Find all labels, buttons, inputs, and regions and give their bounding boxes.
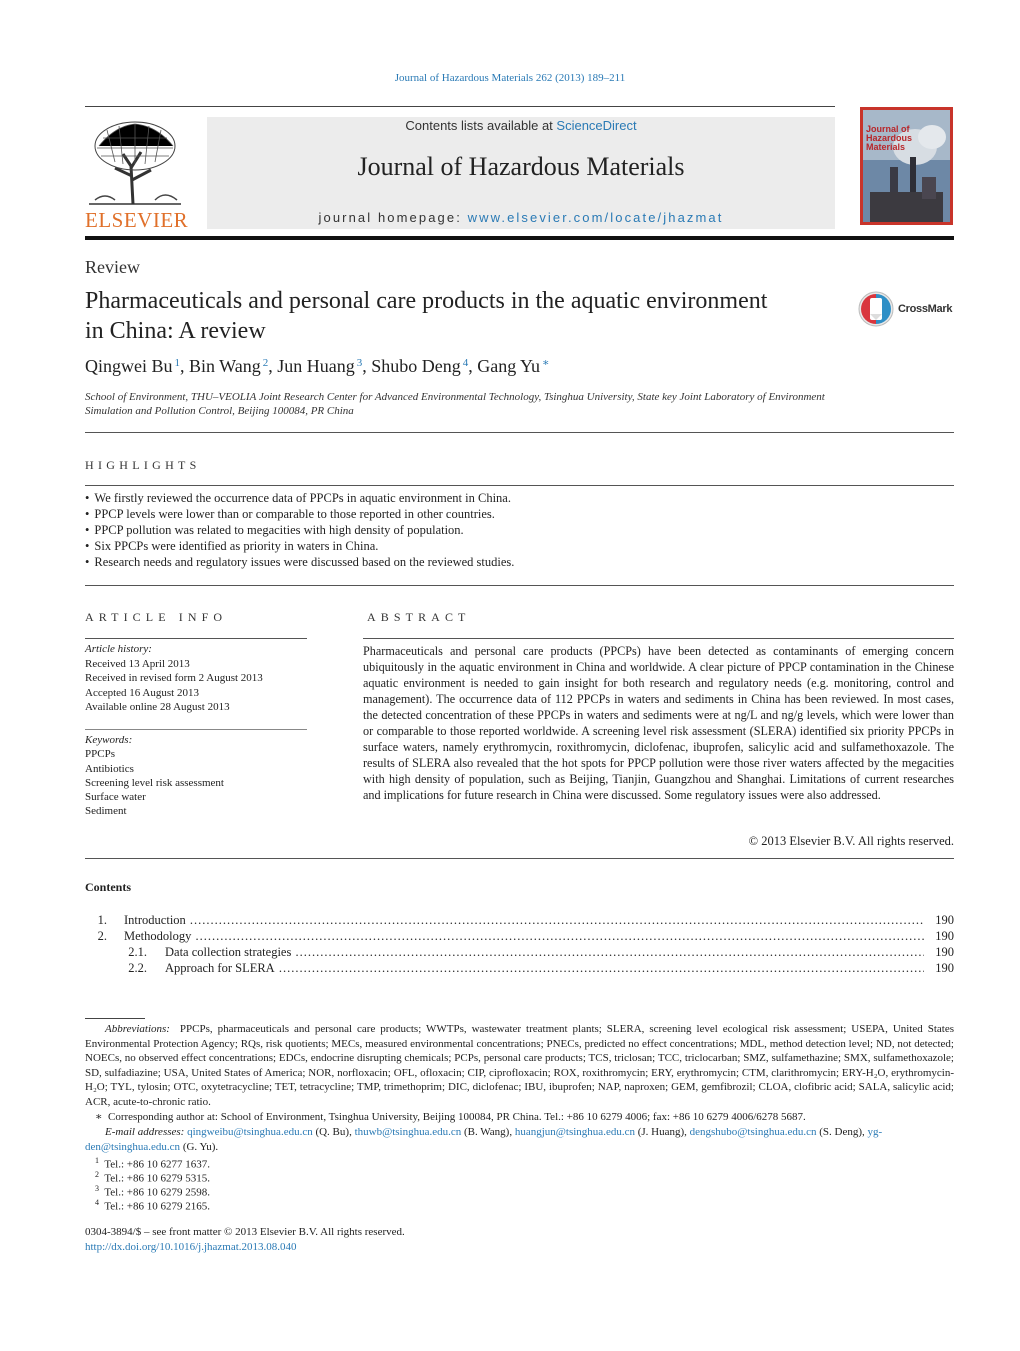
highlights-heading: HIGHLIGHTS [85,458,201,472]
crossmark-icon [858,290,894,328]
toc-number: 2.2. [128,961,147,975]
email-link[interactable]: qingweibu@tsinghua.edu.cn [187,1126,313,1138]
divider [85,638,307,639]
abstract-heading: ABSTRACT [367,610,471,624]
article-info-heading: ARTICLE INFO [85,610,228,624]
highlight-item: • Six PPCPs were identified as priority in waters in China. [85,538,954,554]
highlights-list [85,490,954,570]
header-top-rule [85,106,835,107]
history-label: Article history: [85,643,152,655]
issn-line: 0304-3894/$ – see front matter © 2013 Elsevier B.V. All rights reserved. [85,1226,405,1238]
homepage-link[interactable]: www.elsevier.com/locate/jhazmat [467,210,724,225]
author-name[interactable]: Bin Wang [189,356,261,376]
abbreviations-footnote [85,1022,954,1109]
tel-text: Tel.: +86 10 6279 2598. [104,1186,210,1199]
toc-number: 1. [97,913,107,927]
copyright: © 2013 Elsevier B.V. All rights reserved. [748,834,954,848]
highlight-item: • PPCP levels were lower than or comparable to those reported in other countries. [85,506,954,522]
email-link[interactable]: thuwb@tsinghua.edu.cn [354,1126,462,1138]
article-type: Review [85,257,140,277]
keyword: Screening level risk assessment [85,776,224,789]
keyword: Sediment [85,805,127,818]
toc-entry[interactable] [85,912,954,928]
highlight-item: • PPCP pollution was related to megacities with high density of population. [85,522,954,538]
elsevier-wordmark: ELSEVIER [85,208,189,232]
email-link[interactable]: dengshubo@tsinghua.edu.cn [689,1126,817,1138]
history-entry: Received in revised form 2 August 2013 [85,672,263,684]
author-mark[interactable]: 1 [174,357,180,369]
contents-prefix: Contents lists available at [405,118,557,133]
journal-homepage [207,210,835,225]
highlight-item: • Research needs and regulatory issues were discussed based on the reviewed studies. [85,554,954,570]
contents-heading: Contents [85,880,132,894]
email-owner: (B. Wang) [463,1126,510,1138]
article-title: Pharmaceuticals and personal care products in the aquatic environment in China: A review [85,288,768,344]
toc-label[interactable]: Introduction ..... [124,912,924,928]
author-name[interactable]: Qingwei Bu [85,356,173,376]
toc-entry[interactable] [85,944,954,960]
email-link[interactable]: huangjun@tsinghua.edu.cn [514,1126,635,1138]
author-mark[interactable]: 3 [356,357,363,369]
toc-page: 190 [929,944,954,960]
divider [85,729,307,730]
keyword: Surface water [85,791,146,804]
email-owner: (J. Huang) [637,1126,685,1138]
journal-reference[interactable]: Journal of Hazardous Materials 262 (2013) 189–211 [394,72,626,84]
toc-label[interactable]: Methodology ..... [124,928,924,944]
crossmark-badge[interactable] [858,290,958,330]
tel-text: Tel.: +86 10 6279 5315. [104,1172,210,1185]
abstract-text: Pharmaceuticals and personal care products (PPCPs) have been detected as contaminants of emerging concern ubiquitously in the aquatic environment in China and worldwide. A clear picture of PPCP contamination in the Chinese aquatic environment is needed to gain insight for both research and regulatory needs (e.g. monitoring, control and management). The occurrence data of 112 PPCPs in waters and sediments in China has been reviewed. In most cases, the detected concentration of these PPCPs in waters and sediments were at ng/L and ng/g levels, which were lower than or comparable to those reported worldwide. A screening level risk assessment (SLERA) identified six priority PPCPs in surface waters, namely erythromycin, roxithromycin, diclofenac, ibuprofen, salicylic acid and sulfamethoxazole. The results of SLERA also revealed that the hot spots for PPCP pollution were those river waters affected by the megacities with high density of population, such as Beijing, Tianjin, Guangzhou and Shanghai. Limitations of current researches and implications for future research in China were discussed. Some regulatory issues were also addressed. [363,644,954,802]
corresponding-author-footnote [85,1110,954,1125]
email-label: E-mail addresses: [105,1126,185,1138]
header-thick-rule [85,236,954,240]
author-name[interactable]: Shubo Deng [371,356,461,376]
article-history [85,642,307,715]
tel-text: Tel.: +86 10 6277 1637. [104,1158,210,1171]
contents-availability [207,118,835,133]
cover-title: Journal of Hazardous Materials [866,124,913,152]
divider [85,485,954,486]
keywords-label: Keywords: [85,734,133,746]
keyword: Antibiotics [85,762,134,775]
footnote-rule [85,1018,145,1019]
tel-mark: 3 [95,1184,99,1193]
keyword: PPCPs [85,748,115,761]
toc-page: 190 [929,960,954,976]
email-owner: (S. Deng) [819,1126,863,1138]
tel-mark: 1 [95,1156,99,1165]
asterisk-mark: ∗ [95,1111,108,1123]
divider [85,858,954,859]
email-footnote: E-mail addresses: qingweibu@tsinghua.edu.cn (Q. Bu), thuwb@tsinghua.edu.cn (B. Wang), huangjun@tsinghua.edu.cn (J. Huang), dengshubo@tsinghua.edu.cn (S. Deng), yg-den@tsinghua.edu.cn (G. Yu). [85,1126,883,1153]
author-name[interactable]: Gang Yu [477,356,541,376]
divider [85,585,954,586]
divider [363,638,954,639]
history-entry: Available online 28 August 2013 [85,701,230,713]
affiliation: School of Environment, THU–VEOLIA Joint Research Center for Advanced Environmental Technology, Tsinghua University, State key Joint Laboratory of Environment Simulation and Pollution Control, Beijing 100084, PR China [85,391,825,417]
divider [85,432,954,433]
tel-mark: 4 [95,1198,99,1207]
crossmark-label: CrossMark [898,303,953,315]
email-owner: (G. Yu). [182,1140,219,1153]
journal-title: Journal of Hazardous Materials [357,152,685,181]
toc-page: 190 [929,928,954,944]
author-list: Qingwei Bu $^1$, Bin Wang $^2$, Jun Huang $^3$, Shubo Deng $^4$, Gang Yu ∗ [85,356,550,376]
doi-link[interactable]: http://dx.doi.org/10.1016/j.jhazmat.2013.08.040 [85,1241,297,1253]
toc-label[interactable]: Data collection strategies ..... [165,944,924,960]
tel-footnote [85,1196,964,1214]
history-entry: Received 13 April 2013 [85,657,190,670]
author-mark[interactable]: 4 [462,357,469,369]
corresponding-text: Corresponding author at: School of Environment, Tsinghua University, Beijing 100084, PR China. Tel.: +86 10 6279 4006; fax: +86 10 6279 4006/6278 5687. [107,1111,806,1123]
toc-label[interactable]: Approach for SLERA ..... [165,960,924,976]
author-mark[interactable]: ∗ [542,357,550,369]
keywords [85,733,307,819]
highlight-item: • We firstly reviewed the occurrence data of PPCPs in aquatic environment in China. [85,490,954,506]
tel-mark: 2 [95,1170,99,1179]
sciencedirect-link[interactable]: ScienceDirect [556,118,637,133]
elsevier-tree-icon [85,116,185,208]
toc-entry[interactable] [85,928,954,944]
abbreviations-label: Abbreviations: [105,1023,170,1035]
toc-entry[interactable] [85,960,954,976]
history-entry: Accepted 16 August 2013 [85,686,199,699]
homepage-prefix: journal homepage: [318,210,468,225]
email-link[interactable]: yg-den@tsinghua.edu.cn [85,1126,883,1153]
abbreviations-text: PPCPs, pharmaceuticals and personal care products; WWTPs, wastewater treatment plants; SLERA, screening level ecological risk assessment; USEPA, United States Environmental Protection Agency; RQs, risk quotients; MECs, measured environmental concentrations; PNECs, predicted no effect concentrations; MDL, method detection level; ND, not detected; NOECs, no observed effect concentrations; EDCs, endocrine disrupting chemicals; PCPs, personal care products; TCS, triclosan; TCC, triclocarban; SMZ, sulfamethazine; SMX, sulfamethoxazole; SD, sulfadiazine; USA, United States of America; NOR, norfloxacin; OFL, ofloxacin; CIP, ciprofloxacin; ROX, roxithromycin; ERY, erythromycin; CTM, clarithromycin; ERY-H₂O, erythromycin-H₂O; TYL, tylosin; OTC, oxytetracycline; TET, tetracycline; TMP, trimethoprim; DIC, diclofenac; IBU, ibuprofen; NAP, naproxen; GEM, gemfibrozil; CLOA, clofibric acid; SALA, salicylic acid; ACR, acute-to-chronic ratio. [85,1023,954,1108]
email-owner: (Q. Bu) [315,1126,350,1138]
toc-number: 2. [97,929,107,943]
toc-page: 190 [929,912,954,928]
tel-text: Tel.: +86 10 6279 2165. [104,1200,210,1213]
toc-number: 2.1. [128,945,147,959]
author-name[interactable]: Jun Huang [277,356,355,376]
author-mark[interactable]: 2 [262,357,269,369]
journal-cover-thumbnail[interactable] [860,107,953,225]
